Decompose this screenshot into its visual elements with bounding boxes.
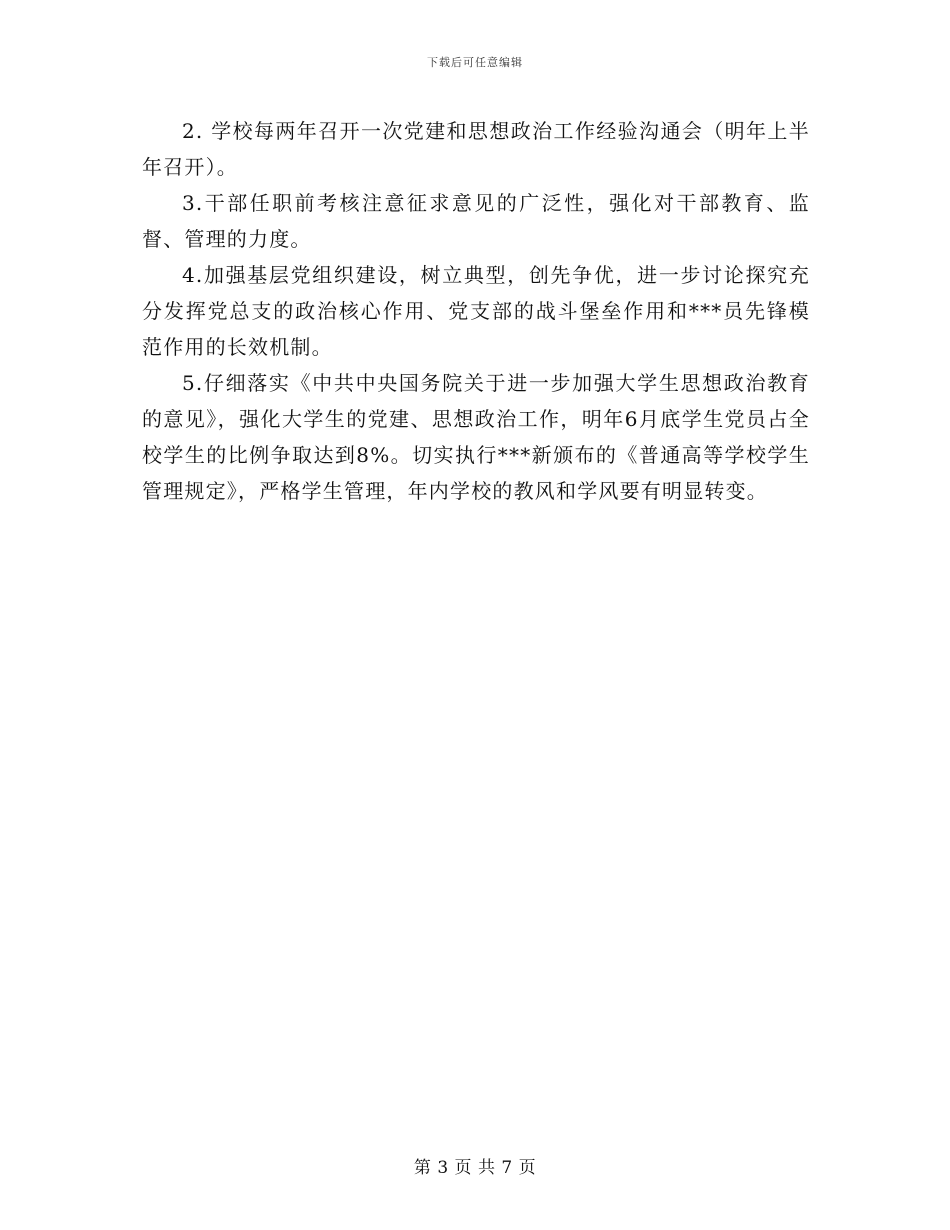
paragraph-item-5: 5.仔细落实《中共中央国务院关于进一步加强大学生思想政治教育的意见》，强化大学生的党建、思想政治工作，明年6月底学生党员占全校学生的比例争取达到8%。切实执行***新颁布的《普通高等学校学生管理规定》，严格学生管理，年内学校的教风和学风要有明显转变。: [142, 371, 810, 503]
header-note: 下载后可任意编辑: [427, 56, 523, 69]
paragraph-item-3: 3.干部任职前考核注意征求意见的广泛性，强化对干部教育、监督、管理的力度。: [142, 191, 810, 251]
paragraph-item-2: 2. 学校每两年召开一次党建和思想政治工作经验沟通会（明年上半年召开）。: [142, 119, 810, 179]
page-number-footer: 第 3 页 共 7 页: [413, 1158, 537, 1178]
document-body: [142, 113, 810, 509]
paragraph-item-4: 4.加强基层党组织建设，树立典型，创先争优，进一步讨论探究充分发挥党总支的政治核心作用、党支部的战斗堡垒作用和***员先锋模范作用的长效机制。: [142, 263, 810, 359]
